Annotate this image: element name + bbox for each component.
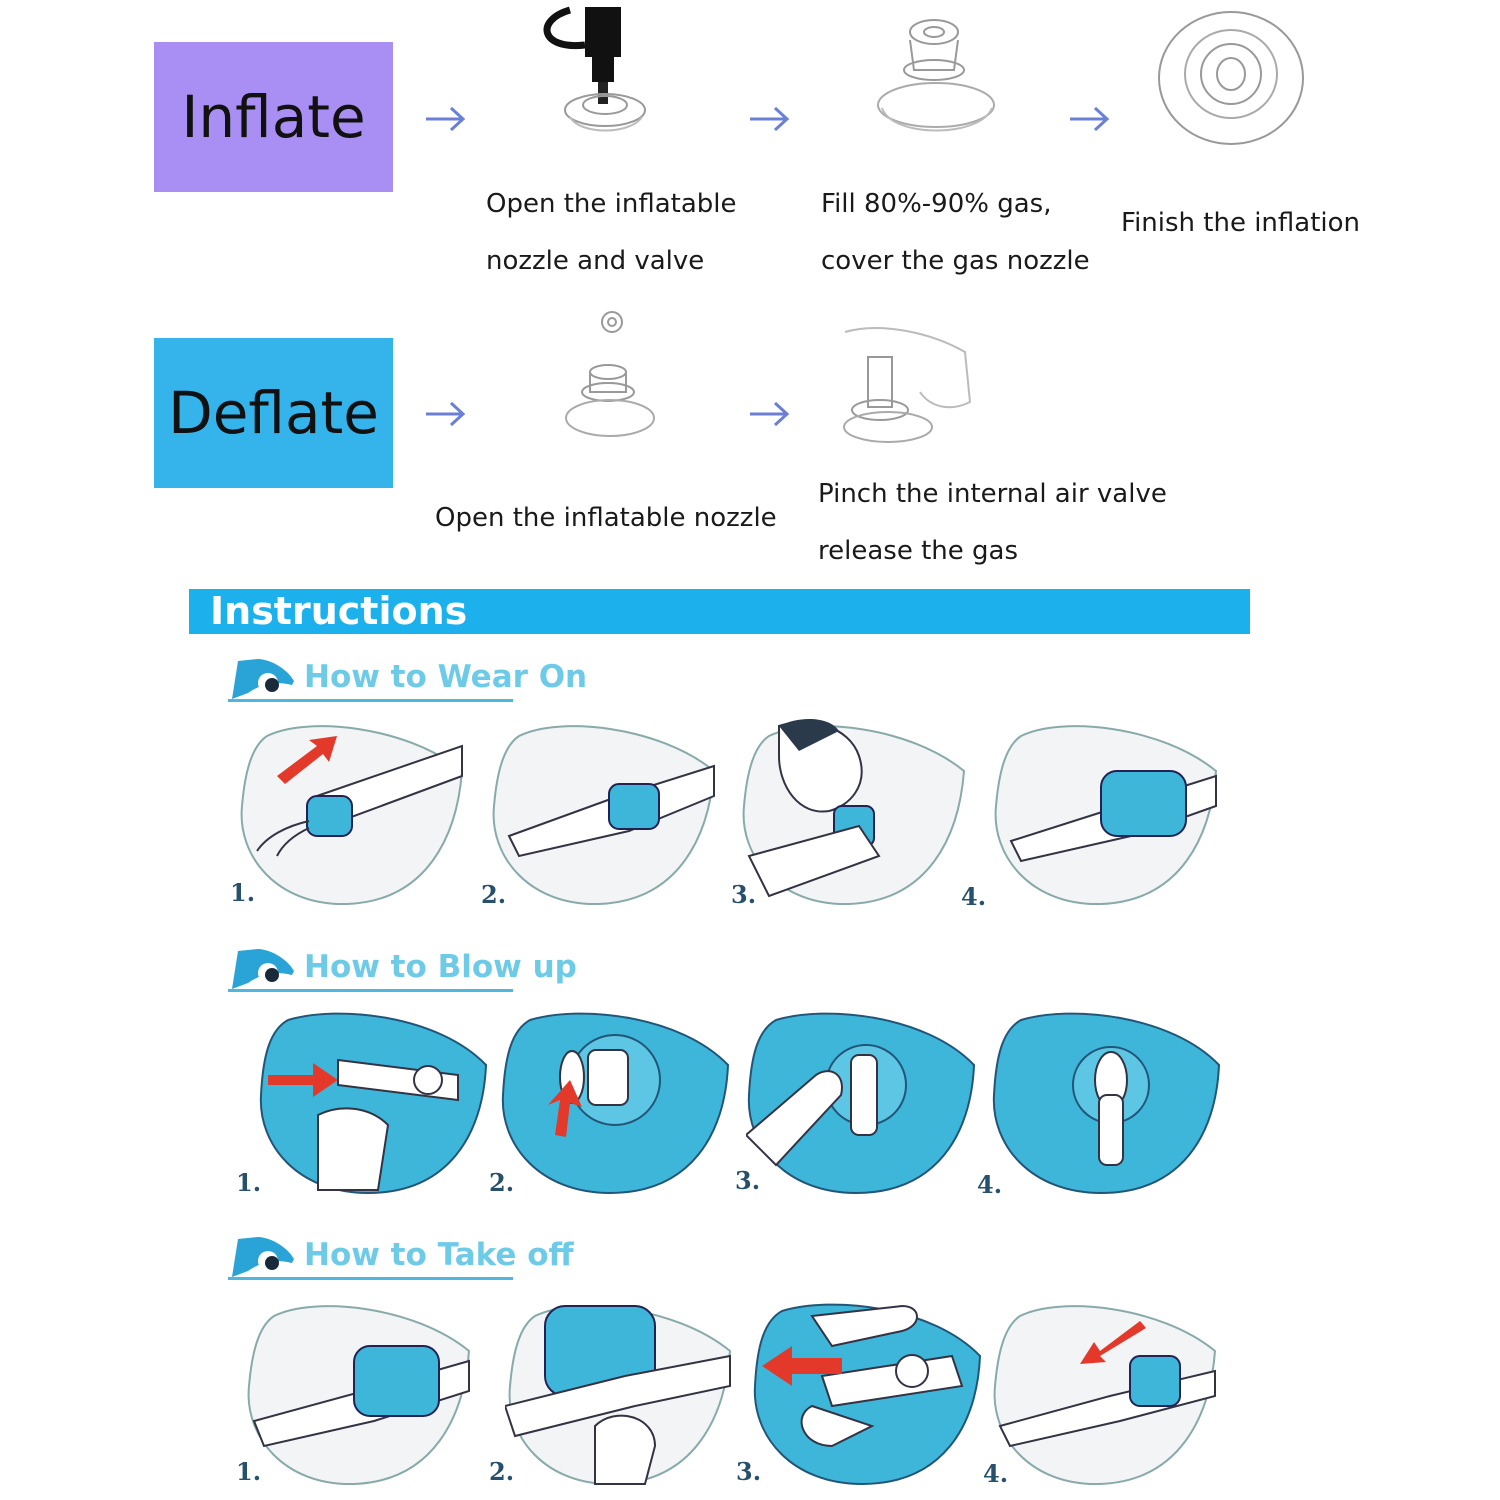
section-header-blow-up: [228, 945, 588, 995]
blow-up-step-3-illustration: [746, 1005, 976, 1195]
step-number: 2.: [489, 1457, 515, 1486]
inflate-step-1-text: Open the inflatable nozzle and valve: [486, 189, 737, 276]
step-number: 2.: [489, 1168, 515, 1197]
wear-on-step-2-illustration: [489, 716, 719, 906]
deflate-step-2-text: Pinch the internal air valve release the gas: [818, 479, 1167, 566]
step-number: 3.: [735, 1166, 761, 1195]
deflate-label: Deflate: [168, 379, 379, 447]
arrow-right-icon: [424, 399, 468, 429]
deflate-label-box: [154, 338, 393, 488]
step-number: 3.: [731, 880, 757, 909]
inflate-step-2-text: Fill 80%-90% gas, cover the gas nozzle: [821, 189, 1090, 276]
valve-cap-illustration: [872, 10, 1002, 140]
valve-top-view-illustration: [1155, 8, 1307, 148]
arrow-right-icon: [748, 104, 792, 134]
shoe-logo-icon: [228, 945, 298, 993]
take-off-step-3-illustration: [752, 1296, 982, 1486]
shoe-logo-icon: [228, 1233, 298, 1281]
blow-up-step-4-illustration: [991, 1005, 1221, 1195]
section-underline: [228, 1277, 513, 1280]
section-underline: [228, 699, 513, 702]
inflate-label: Inflate: [181, 83, 366, 151]
arrow-right-icon: [1068, 104, 1112, 134]
instructions-banner: [189, 589, 1250, 634]
wear-on-step-3-illustration: [739, 716, 969, 906]
shoe-logo-icon: [228, 655, 298, 703]
pump-nozzle-valve-illustration: [530, 5, 670, 140]
section-header-wear-on: [228, 655, 588, 705]
step-number: 4.: [961, 882, 987, 911]
section-underline: [228, 989, 513, 992]
blow-up-step-2-illustration: [500, 1005, 730, 1195]
inflate-label-box: [154, 42, 393, 192]
instructions-title: Instructions: [210, 589, 468, 633]
take-off-step-1-illustration: [244, 1296, 474, 1486]
wear-on-step-4-illustration: [991, 716, 1221, 906]
arrow-right-icon: [748, 399, 792, 429]
step-number: 2.: [481, 880, 507, 909]
inflate-step-3-text: Finish the inflation: [1121, 208, 1361, 238]
take-off-step-4-illustration: [990, 1296, 1220, 1486]
pinch-valve-illustration: [840, 322, 975, 447]
step-number: 1.: [230, 878, 256, 907]
open-nozzle-illustration: [560, 300, 660, 445]
step-number: 3.: [736, 1457, 762, 1486]
deflate-step-1-text: Open the inflatable nozzle: [435, 503, 777, 533]
step-number: 1.: [236, 1168, 262, 1197]
step-number: 4.: [977, 1170, 1003, 1199]
section-title: How to Blow up: [304, 949, 577, 985]
section-header-take-off: [228, 1233, 588, 1283]
section-title: How to Wear On: [304, 659, 588, 695]
wear-on-step-1-illustration: [237, 716, 467, 906]
take-off-step-2-illustration: [505, 1296, 735, 1486]
arrow-right-icon: [424, 104, 468, 134]
blow-up-step-1-illustration: [258, 1005, 488, 1195]
section-title: How to Take off: [304, 1237, 574, 1273]
step-number: 1.: [236, 1457, 262, 1486]
step-number: 4.: [983, 1459, 1009, 1488]
